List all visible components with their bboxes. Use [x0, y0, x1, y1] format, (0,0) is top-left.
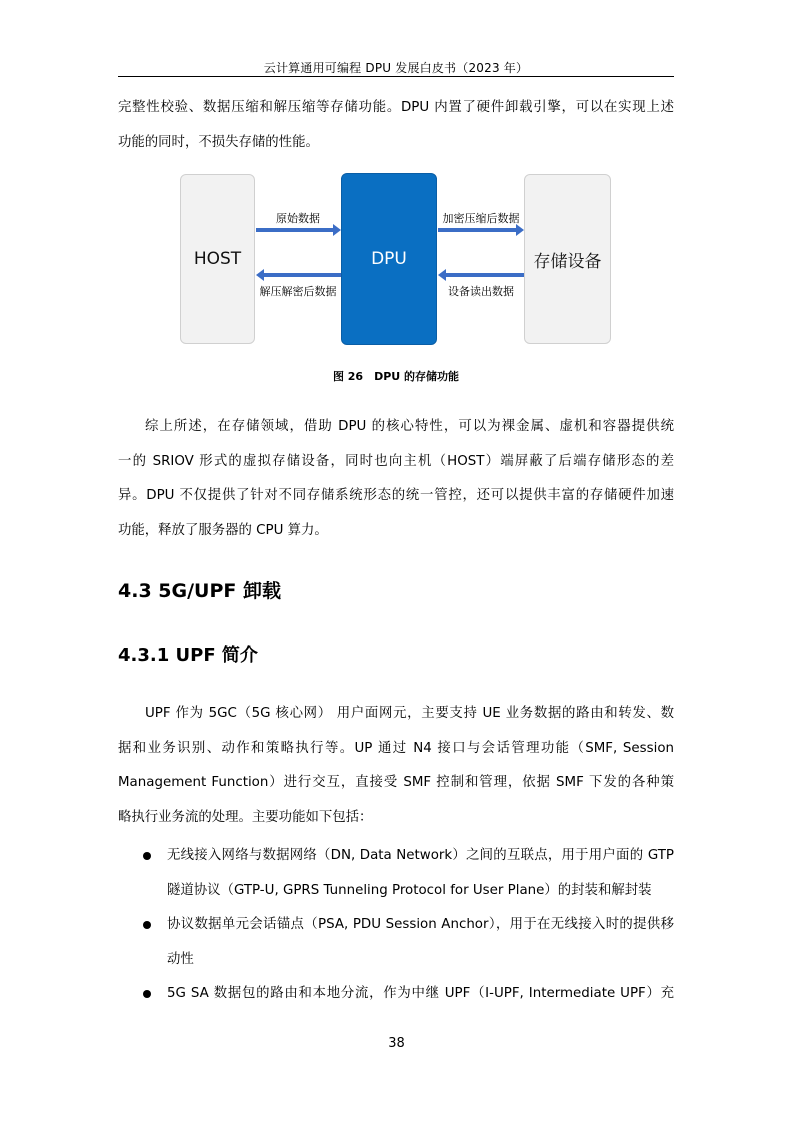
paragraph-line: 综上所述，在存储领域，借助 DPU 的核心特性，可以为裸金属、虚机和容器提供统: [145, 419, 674, 434]
bullet-line: 隧道协议（GTP-U, GPRS Tunneling Protocol for User Plane）的封装和解封装: [167, 882, 652, 898]
arrow-dpu-to-host: [256, 269, 341, 281]
arrow-label-decompressed-data: 解压解密后数据: [259, 285, 337, 298]
dpu-label: DPU: [371, 249, 407, 269]
paragraph-line: Management Function）进行交互，直接受 SMF 控制和管理，依据 SMF 下发的各种策: [118, 775, 674, 790]
host-label: HOST: [193, 249, 242, 269]
figure-arrows: [180, 173, 612, 345]
intro-paragraph: [118, 91, 674, 160]
bullet-line: 无线接入网络与数据网络（DN, Data Network）之间的互联点，用于用户面的 GTP: [167, 848, 674, 863]
header-divider: [118, 76, 674, 77]
bullet-line: 5G SA 数据包的路由和本地分流，作为中继 UPF（I-UPF, Intermediate UPF）充: [167, 986, 674, 1001]
bullet-dot: [143, 852, 151, 860]
running-header: 云计算通用可编程 DPU 发展白皮书（2023 年）: [263, 61, 529, 75]
bullet-item: [167, 908, 674, 977]
bullet-dot: [143, 990, 151, 998]
paragraph-line: 功能，释放了服务器的 CPU 算力。: [118, 522, 328, 538]
subsection-heading: 4.3.1 UPF 简介: [118, 645, 258, 666]
bullet-line: 协议数据单元会话锚点（PSA, PDU Session Anchor），用于在无线接入时的提供移: [167, 917, 674, 932]
paragraph-line: 一的 SRIOV 形式的虚拟存储设备，同时也向主机（HOST）端屏蔽了后端存储形态的差: [118, 453, 674, 469]
paragraph-line: UPF 作为 5GC（5G 核心网） 用户面网元，主要支持 UE 业务数据的路由和转发、数: [145, 706, 674, 721]
arrow-label-device-read-data: 设备读出数据: [448, 285, 514, 298]
bullet-dot: [143, 921, 151, 929]
summary-paragraph: [118, 410, 674, 548]
paragraph-line: 异。DPU 不仅提供了针对不同存储系统形态的统一管控，还可以提供丰富的存储硬件加速: [118, 488, 674, 503]
upf-paragraph: [118, 697, 674, 835]
dpu-storage-figure: [180, 173, 612, 345]
storage-device-label: 存储设备: [533, 251, 602, 272]
arrow-label-encrypted-data: 加密压缩后数据: [442, 212, 520, 225]
figure-caption: 图 26 DPU 的存储功能: [332, 370, 460, 383]
paragraph-line: 略执行业务流的处理。主要功能如下包括：: [118, 809, 373, 825]
page-number: 38: [388, 1036, 405, 1051]
arrow-label-raw-data: 原始数据: [276, 212, 320, 225]
paragraph-line: 据和业务识别、动作和策略执行等。UP 通过 N4 接口与会话管理功能（SMF, Session: [118, 740, 674, 756]
section-heading: 4.3 5G/UPF 卸载: [118, 580, 281, 602]
paragraph-line: 完整性校验、数据压缩和解压缩等存储功能。DPU 内置了硬件卸载引擎，可以在实现上述: [118, 100, 674, 115]
bullet-item: [167, 839, 674, 908]
bullet-line: 动性: [167, 951, 194, 967]
paragraph-line: 功能的同时，不损失存储的性能。: [118, 134, 319, 150]
bullet-item: [167, 977, 674, 1012]
arrow-storage-to-dpu: [438, 269, 524, 281]
